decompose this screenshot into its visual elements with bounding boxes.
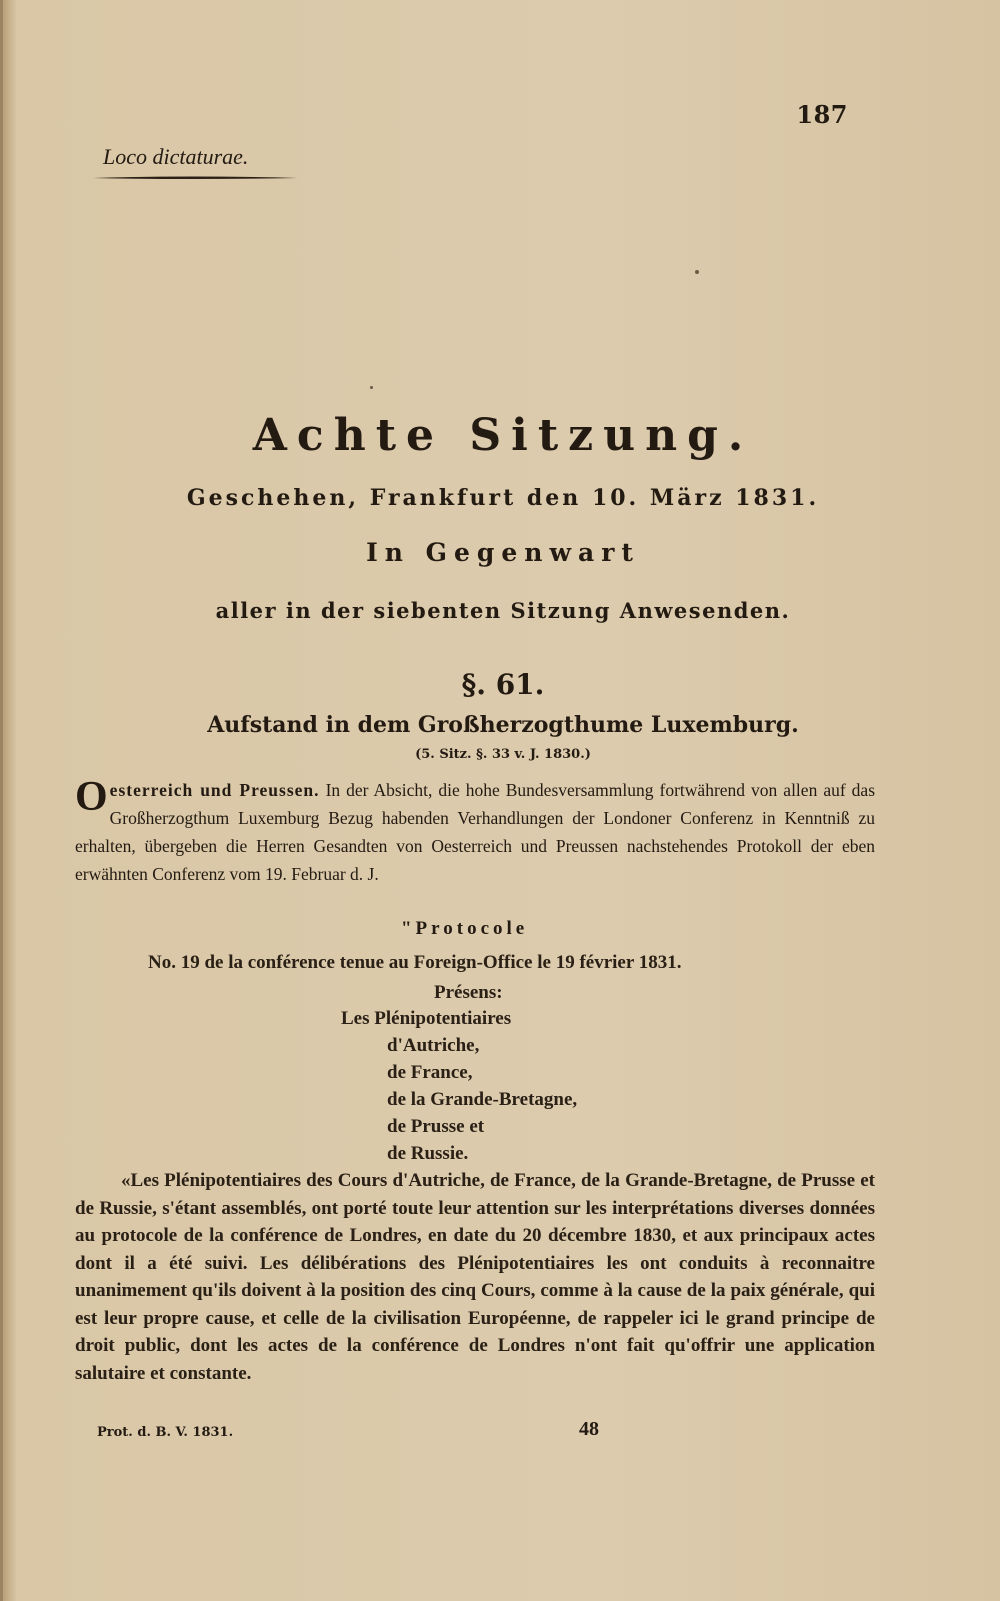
session-title: Achte Sitzung. [252, 410, 754, 461]
country-item: de Russie. [387, 1143, 469, 1164]
protocole-heading: "Protocole [401, 918, 529, 939]
paper-speck [695, 270, 699, 274]
sheet-signature: 48 [579, 1418, 599, 1440]
section-title: Aufstand in dem Großherzogthume Luxemburg. [207, 712, 799, 738]
paper-speck [370, 386, 373, 389]
country-item: de Prusse et [387, 1116, 485, 1137]
decorative-rule [93, 176, 298, 180]
french-paragraph [75, 1167, 875, 1387]
section-number: §. 61. [461, 668, 545, 701]
country-item: de France, [387, 1062, 473, 1083]
date-line: Geschehen, Frankfurt den 10. März 1831. [186, 485, 820, 511]
page-number: 187 [796, 100, 848, 129]
footer-signature-left: Prot. d. B. V. 1831. [97, 1425, 234, 1440]
country-item: de la Grande-Bretagne, [387, 1089, 578, 1110]
presens-label: Présens: [434, 982, 503, 1003]
drop-cap: O [75, 774, 108, 820]
paragraph-text: In der Absicht, die hohe Bundesversammlung fortwährend von allen auf das Großherzogthum Luxemburg Bezug habenden Verhandlungen der Londoner Conferenz in Kenntniß zu erhalten, übergeben die Herren Gesandten von Oesterreich und Preussen nachstehendes Protokoll der eben erwähnten Conferenz vom 19. Februar d. J. [75, 780, 875, 884]
plenipotentiaires-label: Les Plénipotentiaires [341, 1008, 512, 1029]
french-paragraph-text: «Les Plénipotentiaires des Cours d'Autriche, de France, de la Grande-Bretagne, de Prusse et de Russie, s'étant assemblés, ont porté toute leur attention sur les interprétations diverses données au protocole de la conférence de Londres, en date du 20 décembre 1830, et aux principaux actes dont il a été suivi. Les délibérations des Plénipotentiaires les ont conduits à reconnaitre unanimement qu'ils doivent à la position des cinq Cours, comme à la cause de la paix générale, qui est leur propre cause, et celle de la civilisation Européenne, de rappeler ici le grand principe de droit public, dont les actes de la conférence de Londres n'ont fait qu'offrir une application salutaire et constante. [75, 1170, 875, 1384]
conference-line: No. 19 de la conférence tenue au Foreign-Office le 19 février 1831. [148, 952, 682, 973]
loco-dictaturae-note: Loco dictaturae. [103, 144, 249, 169]
german-paragraph [75, 776, 875, 888]
country-item: d'Autriche, [387, 1035, 480, 1056]
presence-heading: In Gegenwart [366, 538, 640, 567]
presence-line: aller in der siebenten Sitzung Anwesenden. [215, 598, 791, 623]
paragraph-heads: esterreich und Preussen. [109, 780, 320, 800]
section-reference: (5. Sitz. §. 33 v. J. 1830.) [415, 747, 591, 762]
